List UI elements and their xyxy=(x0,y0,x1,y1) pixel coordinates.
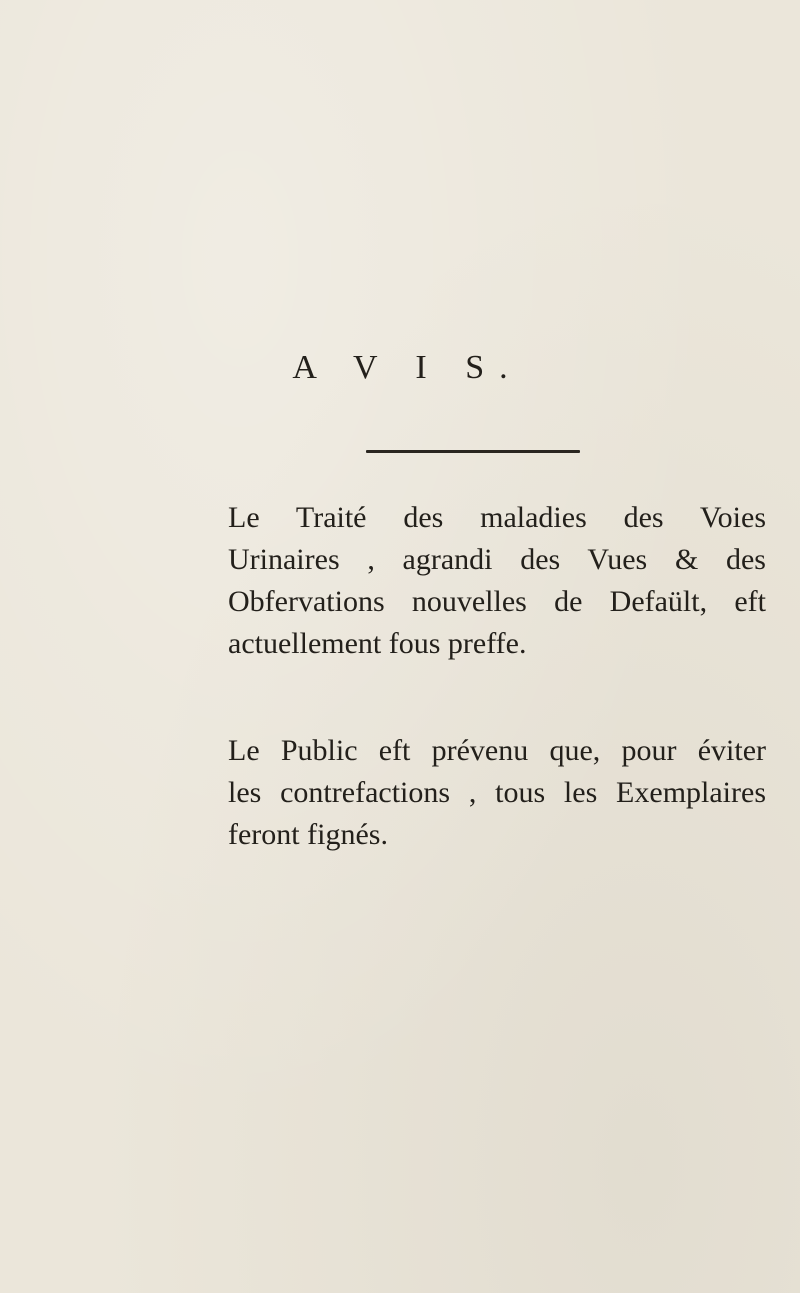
paragraph-line: feront fignés. xyxy=(228,818,388,851)
page-title: A V I S. xyxy=(292,349,523,386)
notice-paragraph-1 xyxy=(228,497,766,665)
paragraph-line: Le Traité des maladies des Voies xyxy=(228,501,766,534)
paragraph-line: actuellement fous preffe. xyxy=(228,627,527,660)
paragraph-line: Obfervations nouvelles de Defaült, eft xyxy=(228,585,766,618)
title-divider xyxy=(366,450,580,453)
paragraph-line: Urinaires , agrandi des Vues & des xyxy=(228,543,766,576)
paragraph-line: les contrefactions , tous les Exemplaires xyxy=(228,776,766,809)
paragraph-line: Le Public eft prévenu que, pour éviter xyxy=(228,734,766,767)
notice-paragraph-2 xyxy=(228,730,766,856)
